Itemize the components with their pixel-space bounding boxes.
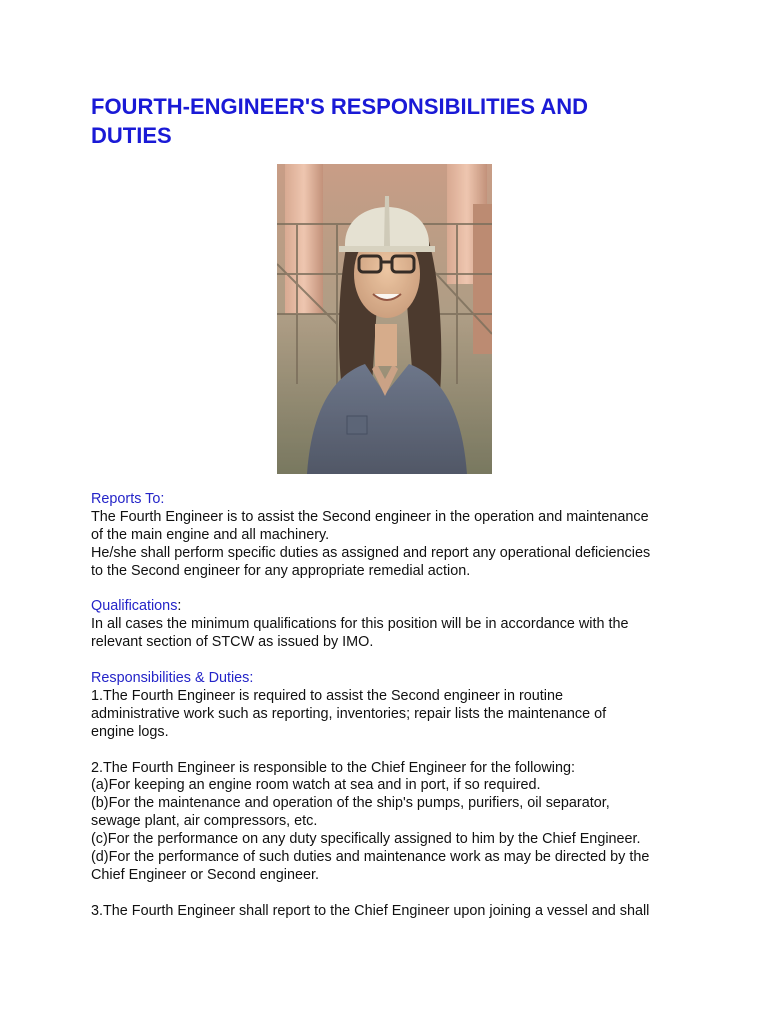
- qualifications-heading-text: Qualifications: [91, 598, 178, 615]
- duty-item-1-line: administrative work such as reporting, inventories; repair lists the maintenance of: [91, 705, 607, 722]
- qualifications-heading-colon: :: [177, 598, 182, 615]
- duty-item-2-line: sewage plant, air compressors, etc.: [91, 813, 318, 830]
- duty-item-3-line: 3.The Fourth Engineer shall report to the Chief Engineer upon joining a vessel and shall: [91, 902, 650, 919]
- page-title: [91, 92, 691, 150]
- paragraph-spacer: [91, 885, 701, 903]
- qualifications-heading: [91, 598, 701, 616]
- reports-to-section: [91, 491, 701, 581]
- paragraph-spacer: [91, 742, 701, 760]
- responsibilities-section: [91, 670, 701, 921]
- qualifications-section: [91, 598, 701, 652]
- reports-to-line: The Fourth Engineer is to assist the Second engineer in the operation and maintenance: [91, 508, 649, 525]
- duty-item-2-line: Chief Engineer or Second engineer.: [91, 866, 320, 883]
- responsibilities-heading: Responsibilities & Duties:: [91, 670, 254, 687]
- engineer-photo-icon: [277, 164, 492, 474]
- reports-to-line: to the Second engineer for any appropriate remedial action.: [91, 562, 471, 579]
- duty-item-1-line: 1.The Fourth Engineer is required to assist the Second engineer in routine: [91, 687, 563, 704]
- reports-to-line: He/she shall perform specific duties as assigned and report any operational deficiencies: [91, 544, 651, 561]
- engineer-photo: [277, 164, 492, 474]
- duty-item-2-line: (c)For the performance on any duty specifically assigned to him by the Chief Engineer.: [91, 831, 641, 848]
- title-line-1: FOURTH-ENGINEER'S RESPONSIBILITIES AND: [91, 94, 589, 119]
- title-line-2: DUTIES: [91, 123, 172, 148]
- duty-item-2-line: (a)For keeping an engine room watch at sea and in port, if so required.: [91, 777, 541, 794]
- duty-item-2-line: 2.The Fourth Engineer is responsible to the Chief Engineer for the following:: [91, 759, 575, 776]
- document-body: [91, 491, 701, 939]
- duty-item-1-line: engine logs.: [91, 723, 169, 740]
- reports-to-line: of the main engine and all machinery.: [91, 526, 330, 543]
- reports-to-heading: Reports To:: [91, 491, 165, 507]
- qualifications-line: relevant section of STCW as issued by IMO.: [91, 634, 374, 651]
- qualifications-line: In all cases the minimum qualifications for this position will be in accordance with the: [91, 616, 629, 633]
- duty-item-2-line: (d)For the performance of such duties and maintenance work as may be directed by the: [91, 849, 650, 866]
- duty-item-2-line: (b)For the maintenance and operation of the ship's pumps, purifiers, oil separator,: [91, 795, 610, 812]
